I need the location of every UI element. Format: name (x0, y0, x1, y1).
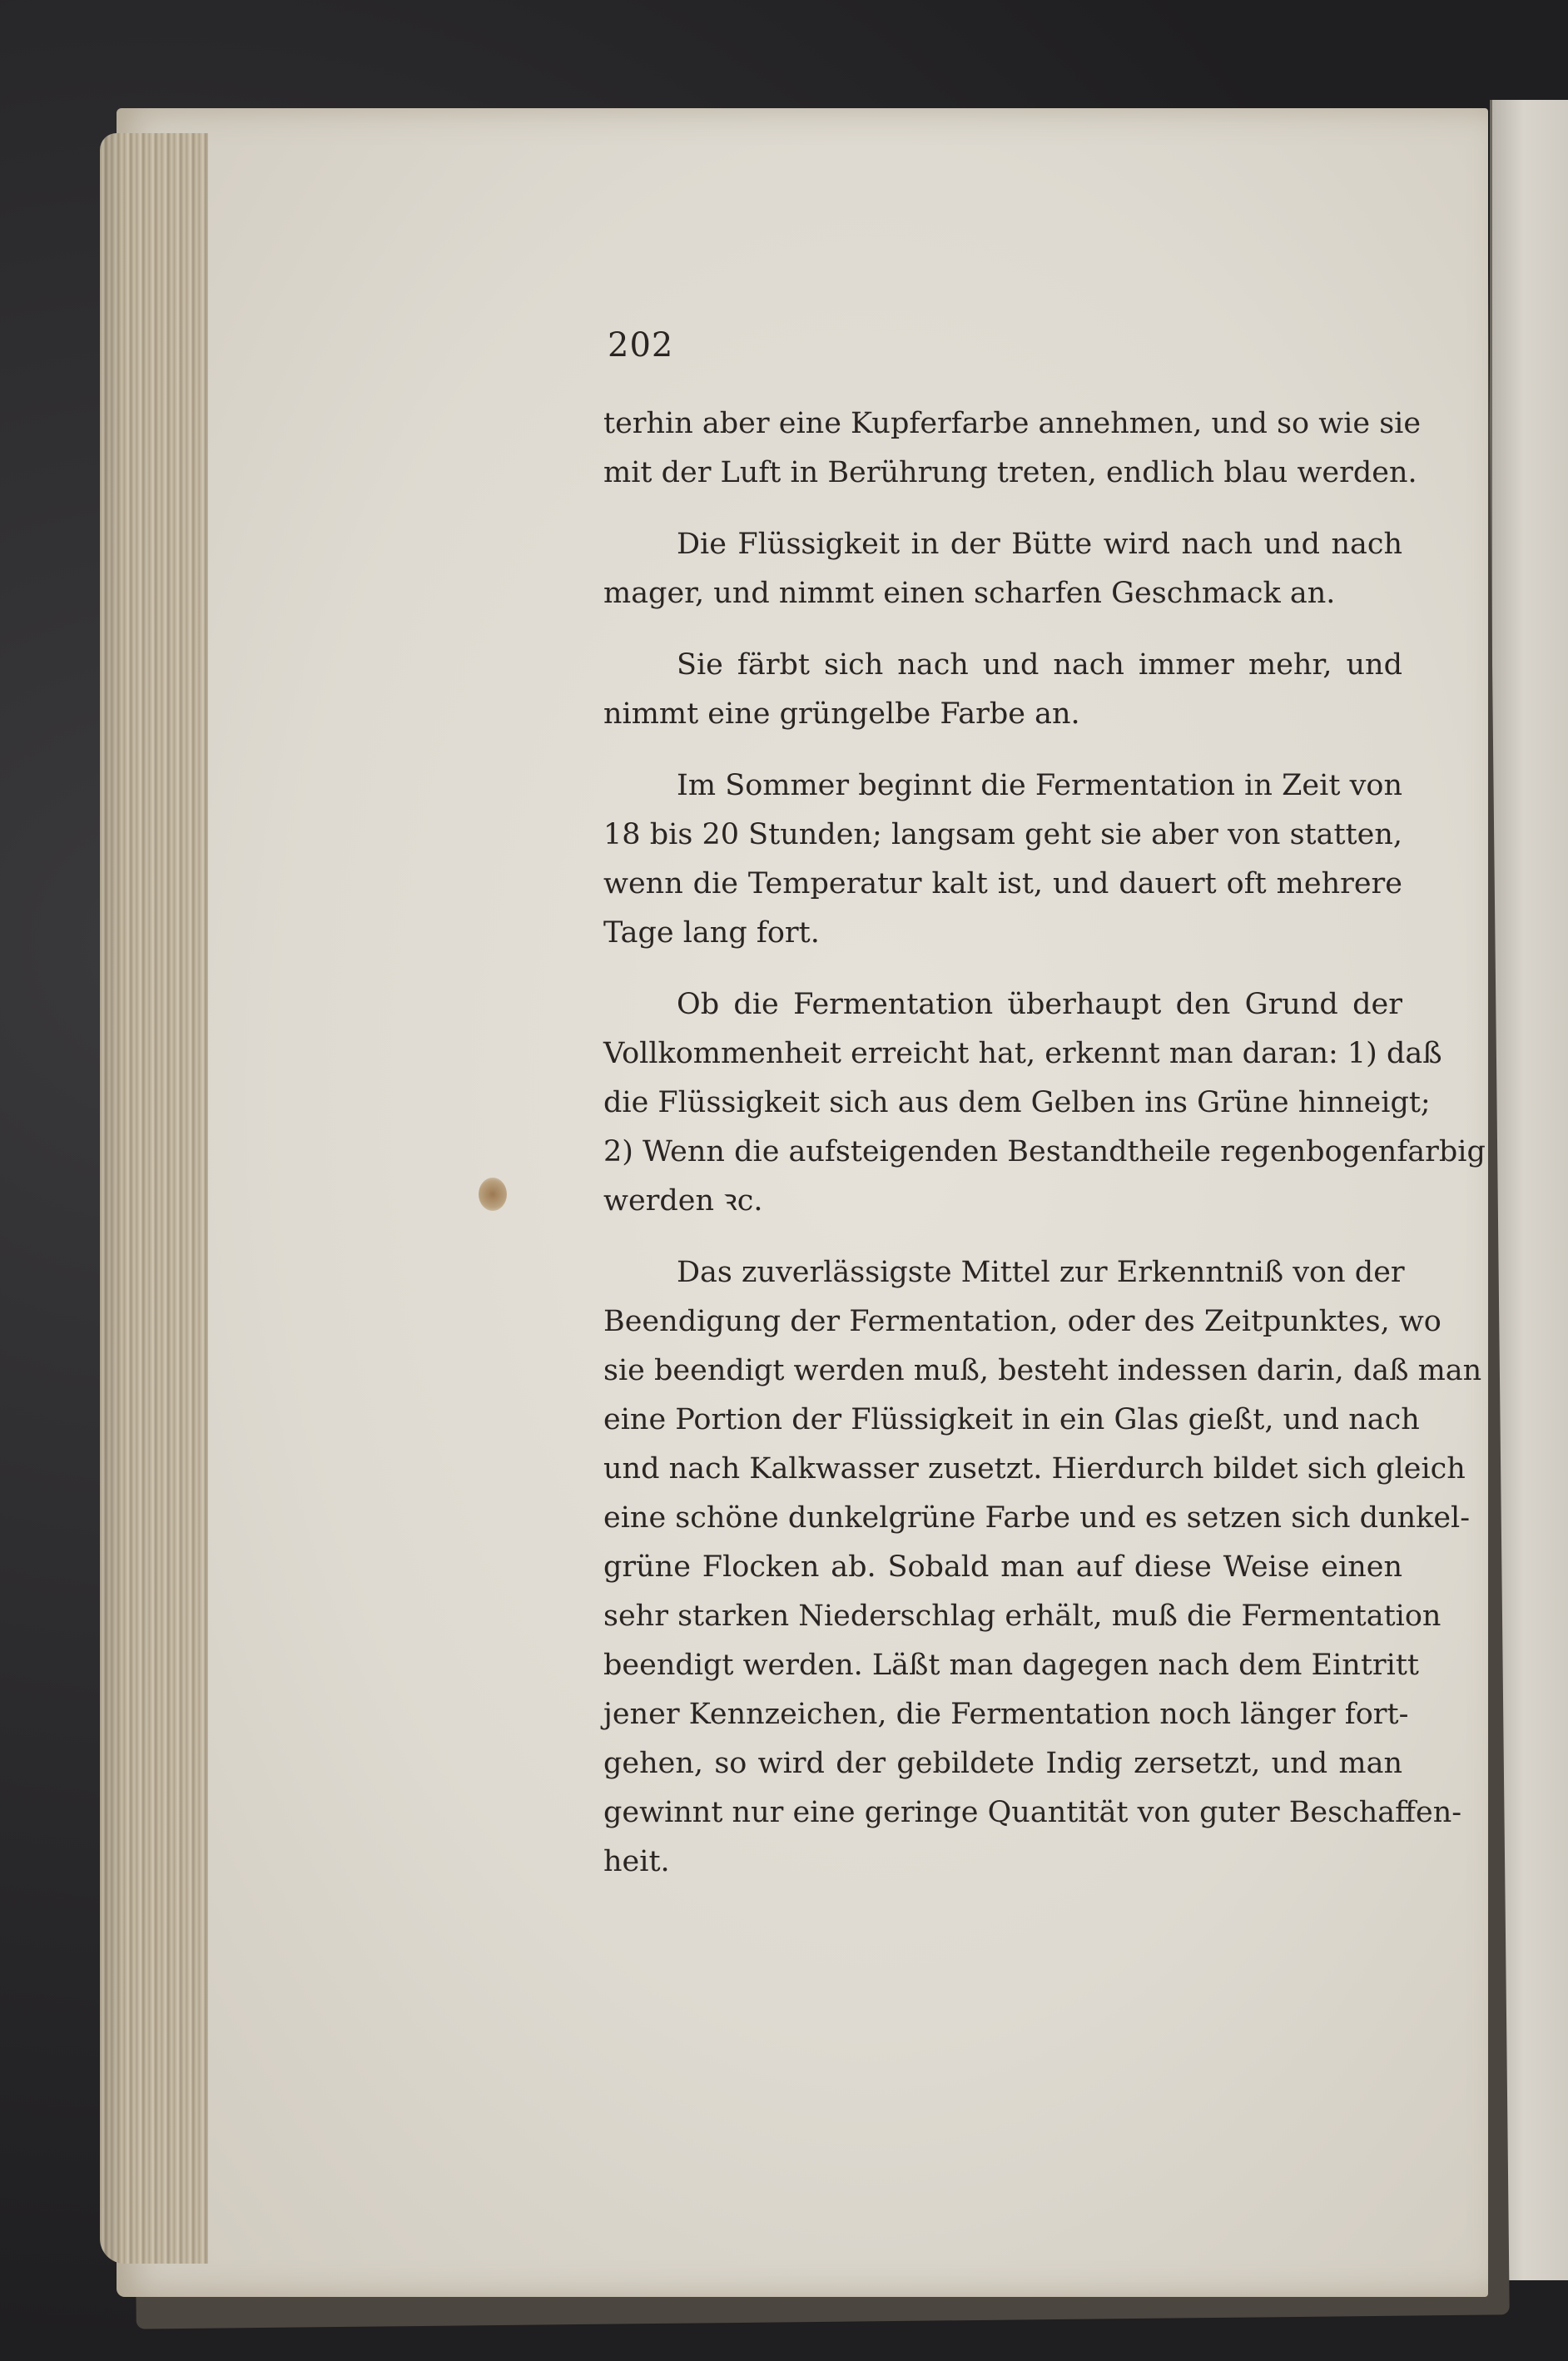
text-line: gehen, so wird der gebildete Indig zersetzt, und man (603, 1747, 1402, 1780)
text-line: die Flüssigkeit sich aus dem Gelben ins Grüne hinneigt; (603, 1086, 1431, 1119)
text-line: nimmt eine grüngelbe Farbe an. (603, 697, 1080, 731)
paragraph-3 (603, 641, 1402, 739)
text-line: Beendigung der Fermentation, oder des Zeitpunktes, wo (603, 1305, 1441, 1338)
paragraph-6 (603, 1248, 1482, 1887)
text-line: sehr starken Niederschlag erhält, muß die Fermentation (603, 1600, 1441, 1633)
text-line: jener Kennzeichen, die Fermentation noch länger fort- (603, 1698, 1409, 1731)
text-line: gewinnt nur eine geringe Quantität von guter Beschaffen- (603, 1796, 1462, 1829)
paper-stain (479, 1178, 507, 1211)
text-line: eine Portion der Flüssigkeit in ein Glas gießt, und nach (603, 1403, 1420, 1436)
paragraph-5 (603, 980, 1486, 1226)
text-line: Sie färbt sich nach und nach immer mehr, und (677, 648, 1402, 682)
page-number: 202 (608, 326, 674, 365)
text-line: beendigt werden. Läßt man dagegen nach dem Eintritt (603, 1649, 1419, 1682)
worn-page-edges (100, 133, 208, 2264)
text-line: grüne Flocken ab. Sobald man auf diese Weise einen (603, 1550, 1402, 1584)
text-line: Vollkommenheit erreicht hat, erkennt man daran: 1) daß (603, 1037, 1442, 1070)
text-line: 2) Wenn die aufsteigenden Bestandtheile regenbogenfarbig (603, 1135, 1486, 1168)
text-line: Tage lang fort. (603, 916, 820, 950)
text-line: Das zuverlässigste Mittel zur Erkenntniß von der (677, 1256, 1405, 1289)
text-line: terhin aber eine Kupferfarbe annehmen, und so wie sie (603, 407, 1422, 440)
paragraph-4 (603, 761, 1402, 958)
text-line: Im Sommer beginnt die Fermentation in Zeit von (677, 769, 1402, 802)
text-line: werden ꝛc. (603, 1184, 763, 1218)
text-line: eine schöne dunkelgrüne Farbe und es setzen sich dunkel- (603, 1501, 1471, 1535)
paragraph-1 (603, 399, 1422, 498)
paragraph-2 (603, 520, 1402, 618)
text-line: mager, und nimmt einen scharfen Geschmack an. (603, 577, 1336, 610)
text-line: mit der Luft in Berührung treten, endlich blau werden. (603, 456, 1417, 489)
text-line: und nach Kalkwasser zusetzt. Hierdurch bildet sich gleich (603, 1452, 1466, 1486)
text-line: sie beendigt werden muß, besteht indessen darin, daß man (603, 1354, 1482, 1387)
text-line: Ob die Fermentation überhaupt den Grund der (677, 988, 1402, 1021)
text-line: Die Flüssigkeit in der Bütte wird nach und nach (677, 528, 1402, 561)
text-line: wenn die Temperatur kalt ist, und dauert oft mehrere (603, 867, 1402, 900)
text-line: 18 bis 20 Stunden; langsam geht sie aber von statten, (603, 818, 1402, 851)
text-line: heit. (603, 1845, 670, 1878)
